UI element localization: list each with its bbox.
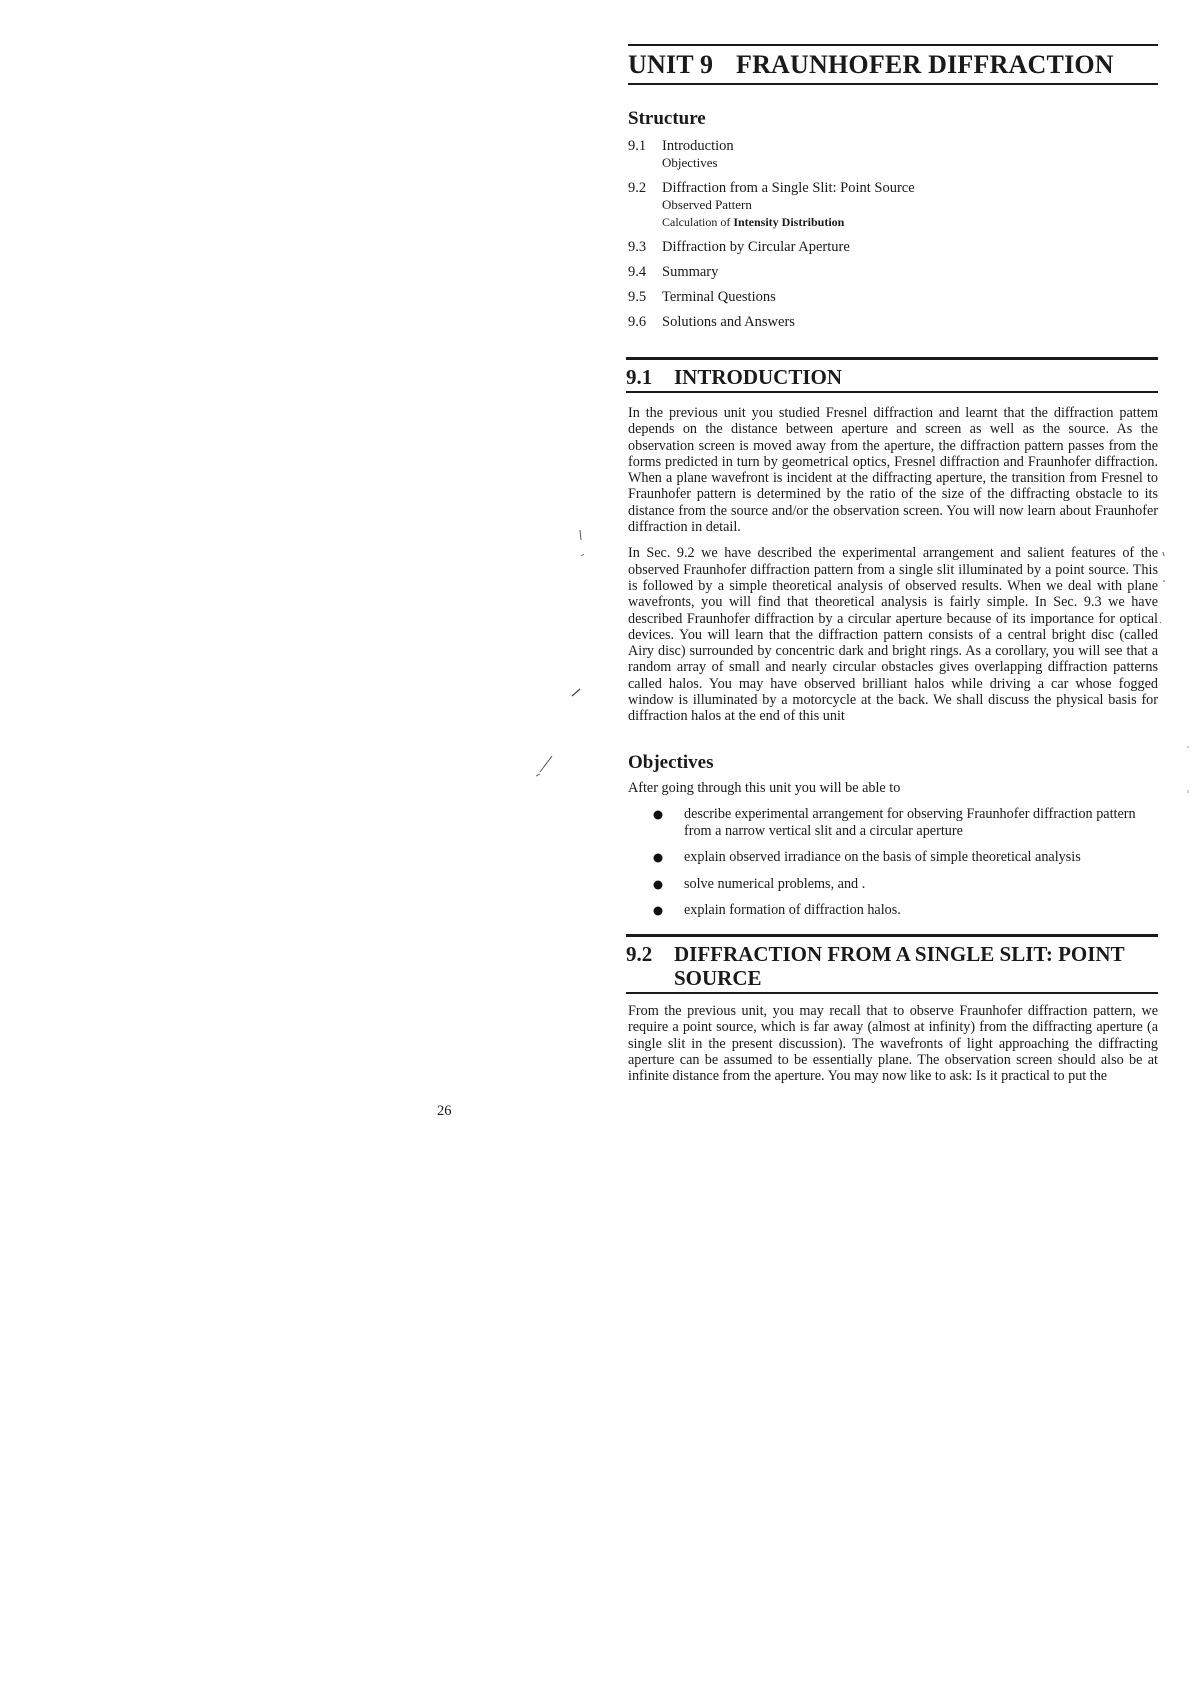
bullet-icon [652,852,664,864]
bullet-icon [652,879,664,891]
section-bottom-rule [626,391,1158,393]
toc-title: Diffraction from a Single Slit: Point Source [662,180,915,196]
toc-item [628,138,1158,172]
unit-title [628,46,1158,83]
section-title-text: INTRODUCTION [674,365,843,389]
toc-item [628,314,1158,331]
toc-title: Diffraction by Circular Aperture [662,239,850,255]
toc-subitem: Observed Pattern [662,197,752,212]
introduction-text [628,405,1158,735]
toc-number: 9.2 [628,180,647,196]
section-9-2-text [628,1003,1158,1094]
scan-artifact-right-margin [1160,550,1190,810]
toc-item [628,239,1158,256]
section-9-1-header [626,357,1158,393]
bullet-icon [652,809,664,821]
list-item-text: explain formation of diffraction halos. [684,902,901,918]
toc-title: Solutions and Answers [662,314,795,330]
unit-number: UNIT 9 [628,50,714,79]
toc-item [628,180,1158,231]
objectives-list [648,806,1158,929]
toc-number: 9.1 [628,138,647,154]
toc-title: Terminal Questions [662,289,776,305]
list-item [648,902,1158,919]
toc-number: 9.6 [628,314,647,330]
structure-heading: Structure [628,108,706,129]
section-title-line: SOURCE [674,966,762,990]
unit-title-text: FRAUNHOFER DIFFRACTION [736,50,1114,79]
page-number: 26 [437,1103,452,1119]
list-item [648,849,1158,866]
toc-title: Introduction [662,138,734,154]
list-item-text: describe experimental arrangement for observing Fraunhofer diffraction pattern from a narrow vertical slit and a circular aperture [684,806,1136,839]
scan-artifact-mark [530,752,570,792]
toc-subitem-prefix: Calculation of [662,215,734,229]
objectives-intro: After going through this unit you will be able to [628,780,901,796]
toc-item [628,289,1158,306]
list-item [648,806,1158,839]
objectives-heading: Objectives [628,752,714,773]
list-item-text: explain observed irradiance on the basis of simple theoretical analysis [684,849,1081,865]
paragraph: In the previous unit you studied Fresnel diffraction and learnt that the diffraction pattem depends on the distance between aperture and screen as well as the source. As the observation screen is moved away from the aperture, the diffraction pattern passes from the forms predicted in turn by geometrical optics, Fresnel diffraction and Fraunhofer diffraction. When a plane wavefront is incident at the diffracting aperture, the transition from Fresnel to Fraunhofer pattern is determined by the ratio of the size of the diffracting obstacle to its distance from the source and/or the observation screen. You will now learn about Fraunhofer diffraction in detail. [628,405,1158,536]
toc-number: 9.4 [628,264,647,280]
toc-number: 9.5 [628,289,647,305]
toc-subitem [662,215,844,229]
unit-header [628,44,1158,85]
paragraph: From the previous unit, you may recall that to observe Fraunhofer diffraction pattern, we require a point source, which is far away (almost at infinity) from the diffracting aperture (a single slit in the present discussion). The wavefronts of light approaching the diffracting aperture can be assumed to be essentially plane. The observation screen should also be at infinite distance from the aperture. You may now like to ask: Is it practical to put the [628,1003,1158,1085]
paragraph: In Sec. 9.2 we have described the experimental arrangement and salient features of the observed Fraunhofer diffraction pattern from a single slit illuminated by a point source. This is followed by a simple theoretical analysis of observed results. When we deal with plane wavefronts, you will find that theoretical analysis is fairly simple. In Sec. 9.3 we have described Fraunhofer diffraction by a circular aperture because of its importance for optical devices. You will learn that the diffraction pattern consists of a central bright disc (called Airy disc) surrounded by concentric dark and bright rings. As a corollary, you will see that a random array of small and nearly circular obstacles gives overlapping diffraction patterns called halos. You may have observed brilliant halos while driving a car whose fogged window is illuminated by a motorcycle at the back. We shall discuss the physical basis for diffraction halos at the end of this unit [628,545,1158,725]
toc-item [628,264,1158,281]
structure-toc [628,108,1158,339]
header-bottom-rule [628,83,1158,85]
bullet-icon [652,905,664,917]
section-bottom-rule [626,992,1158,994]
section-number: 9.1 [626,365,653,389]
section-title [626,360,1158,391]
section-number: 9.2 [626,942,653,966]
toc-title: Summary [662,264,719,280]
section-title-line: DIFFRACTION FROM A SINGLE SLIT: POINT [674,942,1125,966]
section-9-2-header [626,934,1158,994]
toc-subitem-bold: Intensity Distribution [733,215,845,229]
toc-subitem: Objectives [662,155,718,170]
section-title [626,937,1158,992]
list-item-text: solve numerical problems, and . [684,875,866,892]
toc-number: 9.3 [628,239,647,255]
section-title-text [674,942,1125,990]
list-item [648,876,1158,893]
scan-artifact-marks [570,524,640,784]
